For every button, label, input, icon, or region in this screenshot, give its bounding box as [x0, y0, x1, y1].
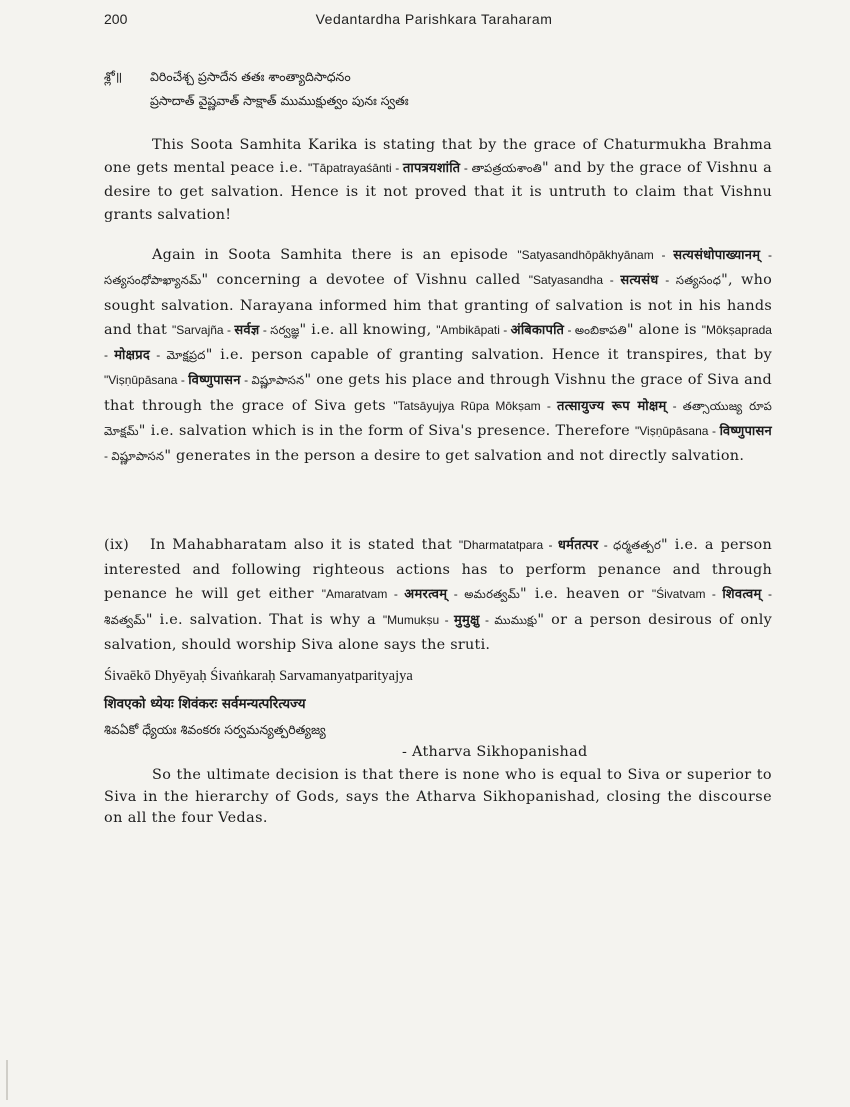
separator: -: [460, 161, 472, 176]
sloka-line-1: విరించేశ్చ ప్రసాదేన తతః శాంత్యాదిసాధనం: [150, 69, 351, 84]
text-run: " generates in the person a desire to get salvation and not directly salvation.: [164, 448, 745, 465]
devanagari-term: विष्णुपासन: [719, 424, 772, 440]
text-run: ", who sought salvation. Narayana informed him that granting of salvation is not in his hands and that: [104, 272, 772, 338]
verse-roman: Śivaēkō Dhyēyaḥ Śivaṅkaraḥ Sarvamanyatparityajya: [104, 668, 413, 684]
paragraph-grace-of-brahma: [104, 134, 772, 228]
text-run: " alone is: [626, 321, 702, 338]
telugu-term: సత్యసంధ: [675, 273, 722, 288]
devanagari-term: मुमुक्षु: [453, 612, 480, 628]
text-run: " i.e. heaven or: [520, 586, 652, 603]
translit-term: "Sarvajña -: [171, 322, 235, 337]
telugu-term: సత్యసంధోపాఖ్యానమ్: [104, 273, 202, 288]
text-run: " i.e. all knowing,: [299, 321, 437, 338]
text-run: " one gets his place and through Vishnu the grace of Siva and that through the grace of Siva gets: [104, 372, 772, 414]
text-run: " and by the grace of Vishnu a desire to get salvation. Hence is it not proved that it is untruth to claim that Vishnu grants salvation!: [104, 160, 772, 224]
verse-devanagari: शिवएको ध्येयः शिवंकरः सर्वमन्यत्परित्यज्य: [104, 696, 306, 712]
translit-term: "Dharmatatpara -: [458, 538, 558, 552]
text-run: " i.e. a person interested and following righteous actions has to perform penance and through penance he will get either: [104, 537, 772, 603]
separator: -: [564, 322, 575, 337]
separator: -: [479, 612, 495, 627]
devanagari-term: शिवत्वम्: [722, 587, 762, 603]
telugu-term: ధర్మతత్పర: [613, 538, 662, 552]
verse-source: - Atharva Sikhopanishad: [402, 744, 588, 760]
text-run: " i.e. person capable of granting salvation. Hence it transpires, that by: [205, 347, 772, 364]
translit-term: "Ambikāpati -: [436, 322, 511, 337]
scan-edge-mark: [6, 1060, 8, 1100]
verse-telugu: శివఏకో ధ్యేయః శివంకరః సర్వమన్యత్పరిత్యజ్య: [104, 722, 326, 737]
paragraph-mahabharatam: [104, 533, 772, 657]
telugu-term: శివత్వమ్: [104, 612, 146, 627]
devanagari-term: अंबिकापति: [510, 322, 565, 338]
translit-term: "Viṣṇūpāsana -: [104, 373, 189, 388]
text-run: In Mahabharatam also it is stated that: [150, 537, 459, 553]
separator: -: [447, 587, 465, 602]
telugu-term: అమరత్వమ్: [464, 587, 520, 602]
separator: -: [658, 273, 676, 288]
devanagari-term: मोक्षप्रद: [114, 348, 151, 364]
separator: -: [761, 587, 773, 602]
devanagari-term: विष्णुपासन: [188, 373, 241, 389]
text-run: This Soota Samhita Karika is stating that by the grace of Chaturmukha Brahma one gets mental peace i.e.: [104, 137, 772, 177]
devanagari-term: धर्मतत्पर: [557, 538, 599, 553]
separator: -: [760, 248, 772, 262]
devanagari-term: सत्यसंध: [620, 273, 659, 289]
devanagari-term: सर्वज्ञ: [234, 322, 260, 338]
telugu-term: తత్సాయుజ్య రూప మోక్షమ్: [104, 398, 772, 439]
text-run: " i.e. salvation which is in the form of Siva's presence. Therefore: [138, 423, 635, 440]
translit-term: "Tatsāyujya Rūpa Mōkṣam -: [393, 398, 557, 413]
text-run: " or a person desirous of only salvation, should worship Siva alone says the sruti.: [104, 611, 772, 653]
separator: -: [104, 449, 112, 464]
telugu-term: విష్ణూపాసన: [251, 373, 305, 388]
running-title: Vedantardha Parishkara Taraharam: [315, 11, 553, 27]
text-run: Again in Soota Samhita there is an episode: [152, 247, 518, 263]
separator: -: [240, 373, 252, 388]
separator: -: [598, 538, 614, 552]
telugu-term: మోక్షప్రద: [166, 348, 206, 363]
paragraph-satyasandha-episode: [104, 243, 772, 469]
page-header: [104, 11, 764, 31]
telugu-term: ముముక్షు: [494, 612, 538, 627]
separator: -: [666, 398, 683, 413]
translit-term: "Satyasandhōpākhyānam -: [517, 248, 674, 262]
page-number: 200: [104, 11, 128, 27]
paragraph-conclusion: So the ultimate decision is that there is none who is equal to Siva or superior to Siva in the hierarchy of Gods, says the Atharva Sikhopanishad, closing the discourse on all the four Vedas.: [104, 767, 772, 826]
telugu-term: తాపత్రయశాంతి: [471, 161, 543, 176]
sloka-marker: శ్లో॥: [104, 69, 123, 84]
translit-term: "Mōkṣaprada -: [104, 322, 772, 363]
translit-term: "Śivatvam -: [651, 587, 723, 602]
devanagari-term: तत्सायुज्य रूप मोक्षम्: [557, 398, 667, 414]
text-run: " concerning a devotee of Vishnu called: [201, 272, 529, 289]
translit-term: "Mumukṣu -: [382, 612, 454, 627]
devanagari-term: सत्यसंधोपाख्यानम्: [673, 248, 761, 263]
separator: -: [259, 322, 271, 337]
translit-term: "Amaratvam -: [321, 587, 405, 602]
telugu-term: సర్వజ్ఞ: [270, 322, 300, 337]
telugu-term: విష్ణూపాసన: [111, 449, 165, 464]
sloka-line-2: ప్రసాదాత్ వైష్ణవాత్ సాక్షాత్ ముముక్షుత్వం పునః స్వతః: [150, 93, 409, 108]
translit-term: "Tāpatrayaśānti -: [308, 161, 403, 176]
translit-term: "Satyasandha -: [528, 273, 621, 288]
translit-term: "Viṣṇūpāsana -: [635, 424, 720, 439]
devanagari-term: तापत्रयशांति: [402, 161, 461, 177]
devanagari-term: अमरत्वम्: [404, 587, 448, 603]
item-label: (ix): [104, 537, 129, 553]
text-run: " i.e. salvation. That is why a: [145, 611, 383, 628]
separator: -: [150, 348, 167, 363]
telugu-term: అంబికాపతి: [574, 322, 627, 337]
